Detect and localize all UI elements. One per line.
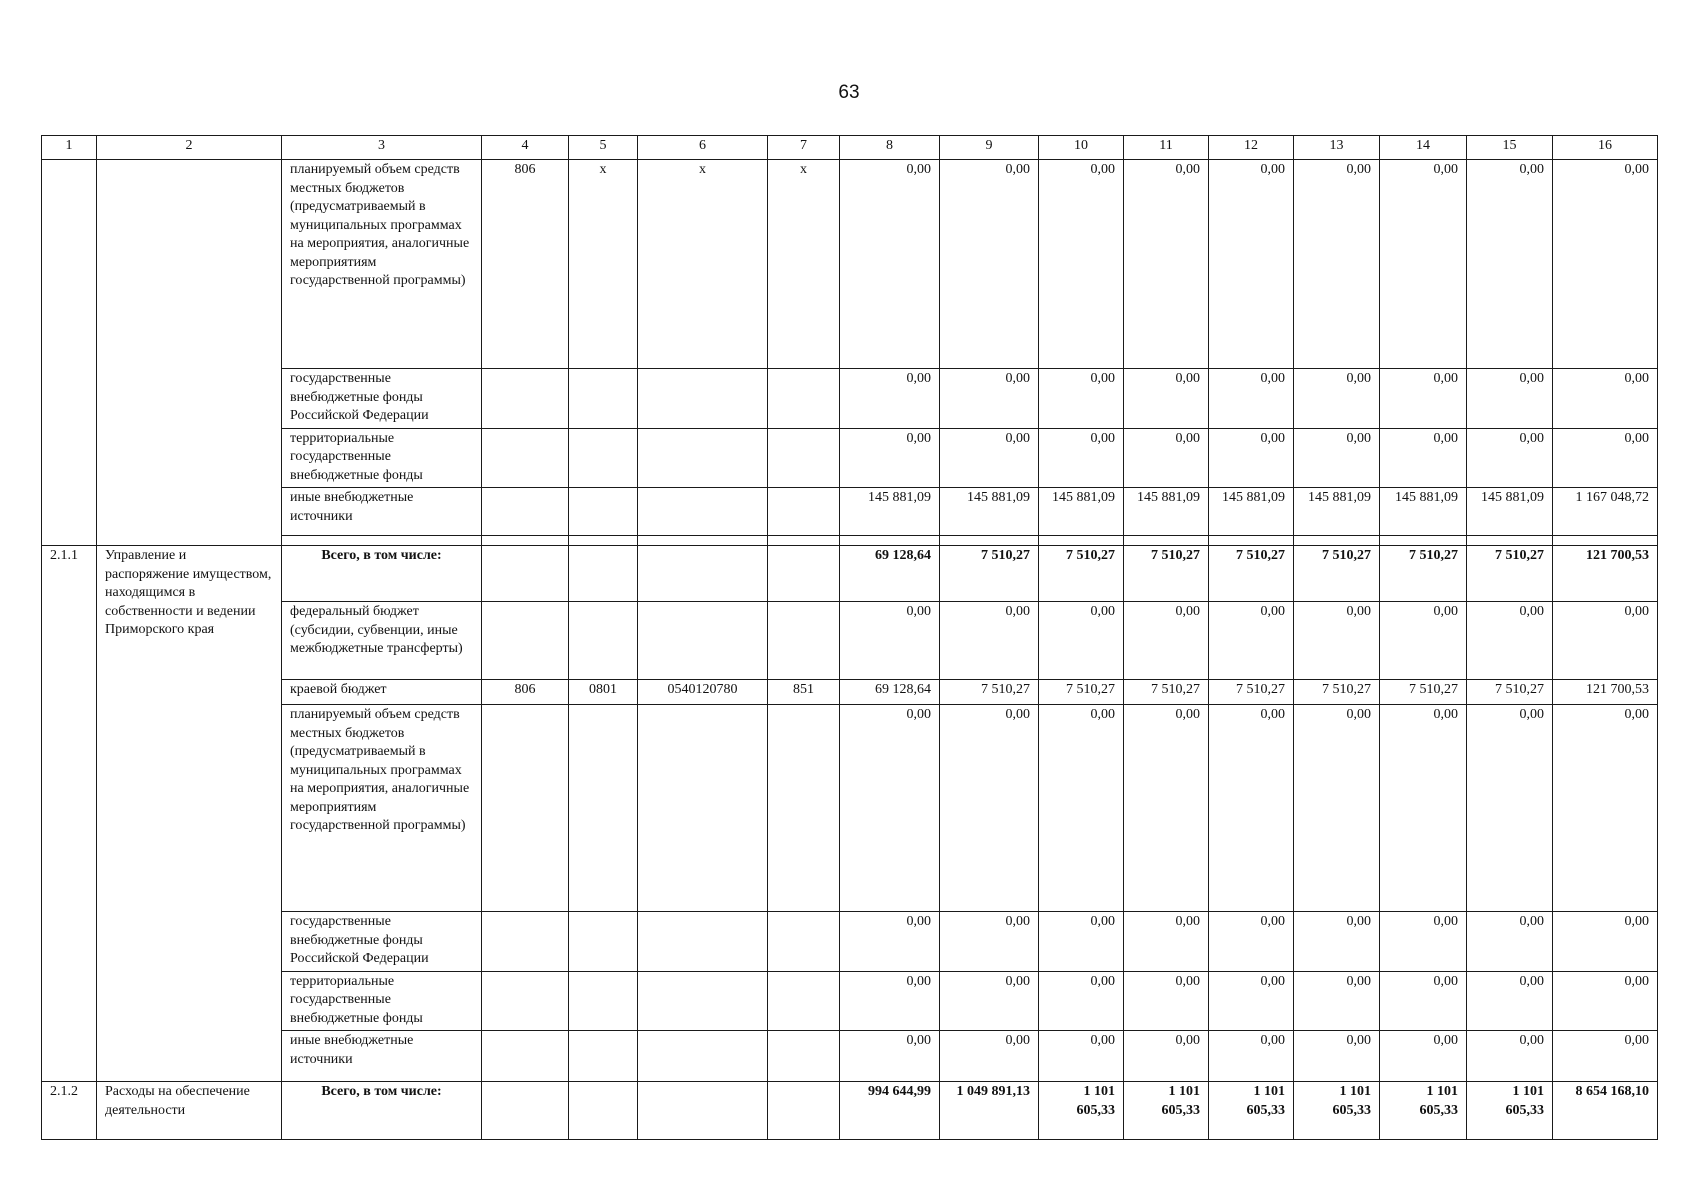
value-cell: 0,00 <box>1294 428 1380 488</box>
value-cell: 0,00 <box>940 912 1039 972</box>
value-cell: 0,00 <box>1209 602 1294 680</box>
value-cell: 0,00 <box>1124 1031 1209 1082</box>
code-cell <box>569 546 638 602</box>
value-cell: 0,00 <box>840 602 940 680</box>
code-cell <box>569 1031 638 1082</box>
value-cell: 0,00 <box>1209 428 1294 488</box>
col-header: 8 <box>840 136 940 160</box>
page-number: 63 <box>838 82 860 103</box>
value-cell: 0,00 <box>1553 160 1658 369</box>
value-cell: 0,00 <box>1209 912 1294 972</box>
col-header: 13 <box>1294 136 1380 160</box>
code-cell: 806 <box>482 160 569 369</box>
value-cell: 7 510,27 <box>1380 680 1467 705</box>
value-cell: 0,00 <box>840 971 940 1031</box>
value-cell: 0,00 <box>1553 1031 1658 1082</box>
table-row <box>42 680 1658 705</box>
value-cell: 1 101 605,33 <box>1380 1082 1467 1140</box>
value-cell: 0,00 <box>1467 369 1553 429</box>
value-cell: 1 101 605,33 <box>1209 1082 1294 1140</box>
value-cell: 0,00 <box>840 705 940 912</box>
spacer-row <box>42 536 1658 546</box>
table-row <box>42 428 1658 488</box>
col-header: 14 <box>1380 136 1467 160</box>
table-row <box>42 912 1658 972</box>
source-label: территориальные государственные внебюджетные фонды <box>282 971 482 1031</box>
value-cell: 0,00 <box>1380 602 1467 680</box>
source-label: государственные внебюджетные фонды Российской Федерации <box>282 912 482 972</box>
table-row <box>42 546 1658 602</box>
value-cell: 0,00 <box>940 971 1039 1031</box>
code-cell <box>638 546 768 602</box>
value-cell: 0,00 <box>1467 705 1553 912</box>
value-cell: 7 510,27 <box>1209 680 1294 705</box>
value-cell: 0,00 <box>840 369 940 429</box>
row-number-cell <box>42 160 97 546</box>
code-cell <box>569 602 638 680</box>
code-cell: 806 <box>482 680 569 705</box>
source-label: иные внебюджетные источники <box>282 1031 482 1082</box>
source-label: планируемый объем средств местных бюджетов (предусматриваемый в муниципальных программах на мероприятия, аналогичные мероприятиям государственной программы) <box>282 705 482 912</box>
value-cell: 7 510,27 <box>1467 680 1553 705</box>
value-cell: 0,00 <box>1553 705 1658 912</box>
code-cell <box>768 912 840 972</box>
value-cell: 7 510,27 <box>1039 546 1124 602</box>
value-cell: 0,00 <box>1380 705 1467 912</box>
code-cell <box>768 602 840 680</box>
value-cell: 0,00 <box>1039 912 1124 972</box>
value-cell: 1 167 048,72 <box>1553 488 1658 536</box>
code-cell <box>569 428 638 488</box>
code-cell: 0540120780 <box>638 680 768 705</box>
value-cell: 69 128,64 <box>840 680 940 705</box>
header-row <box>42 136 1658 160</box>
value-cell: 0,00 <box>1553 602 1658 680</box>
value-cell: 0,00 <box>1124 369 1209 429</box>
row-number: 2.1.2 <box>42 1082 97 1140</box>
source-label: планируемый объем средств местных бюджетов (предусматриваемый в муниципальных программах на мероприятия, аналогичные мероприятиям государственной программы) <box>282 160 482 369</box>
code-cell <box>482 1082 569 1140</box>
code-cell: х <box>768 160 840 369</box>
value-cell: 0,00 <box>1467 602 1553 680</box>
value-cell: 1 101 605,33 <box>1039 1082 1124 1140</box>
table-row <box>42 971 1658 1031</box>
value-cell: 0,00 <box>1553 912 1658 972</box>
value-cell: 145 881,09 <box>1124 488 1209 536</box>
value-cell: 0,00 <box>1380 971 1467 1031</box>
code-cell <box>569 912 638 972</box>
value-cell: 0,00 <box>1124 971 1209 1031</box>
value-cell: 7 510,27 <box>1209 546 1294 602</box>
value-cell: 145 881,09 <box>940 488 1039 536</box>
table-row <box>42 1082 1658 1140</box>
budget-table <box>41 135 1658 1140</box>
col-header: 5 <box>569 136 638 160</box>
code-cell <box>569 369 638 429</box>
col-header: 4 <box>482 136 569 160</box>
table-row <box>42 602 1658 680</box>
value-cell: 0,00 <box>1209 369 1294 429</box>
col-header: 6 <box>638 136 768 160</box>
value-cell: 0,00 <box>940 1031 1039 1082</box>
value-cell: 0,00 <box>1380 428 1467 488</box>
value-cell: 0,00 <box>1039 369 1124 429</box>
table-row <box>42 369 1658 429</box>
value-cell: 0,00 <box>1380 1031 1467 1082</box>
code-cell <box>482 546 569 602</box>
code-cell <box>569 705 638 912</box>
col-header: 16 <box>1553 136 1658 160</box>
code-cell <box>638 705 768 912</box>
value-cell: 0,00 <box>1039 428 1124 488</box>
col-header: 1 <box>42 136 97 160</box>
value-cell: 0,00 <box>1467 160 1553 369</box>
value-cell: 0,00 <box>1124 912 1209 972</box>
value-cell: 7 510,27 <box>1039 680 1124 705</box>
code-cell <box>569 971 638 1031</box>
source-label: территориальные государственные внебюджетные фонды <box>282 428 482 488</box>
value-cell: 0,00 <box>940 602 1039 680</box>
value-cell: 0,00 <box>1294 705 1380 912</box>
col-header: 11 <box>1124 136 1209 160</box>
value-cell: 0,00 <box>1124 428 1209 488</box>
col-header: 9 <box>940 136 1039 160</box>
source-label: федеральный бюджет (субсидии, субвенции, иные межбюджетные трансферты) <box>282 602 482 680</box>
value-cell: 0,00 <box>1553 971 1658 1031</box>
code-cell <box>768 428 840 488</box>
code-cell <box>482 705 569 912</box>
code-cell <box>638 428 768 488</box>
value-cell: 994 644,99 <box>840 1082 940 1140</box>
source-label: государственные внебюджетные фонды Российской Федерации <box>282 369 482 429</box>
code-cell: 0801 <box>569 680 638 705</box>
code-cell <box>482 602 569 680</box>
code-cell <box>638 971 768 1031</box>
value-cell: 145 881,09 <box>1039 488 1124 536</box>
value-cell: 0,00 <box>1209 160 1294 369</box>
code-cell <box>768 369 840 429</box>
total-label: Всего, в том числе: <box>282 1082 482 1140</box>
value-cell: 0,00 <box>940 369 1039 429</box>
code-cell <box>569 1082 638 1140</box>
value-cell: 0,00 <box>1209 705 1294 912</box>
value-cell: 0,00 <box>1039 705 1124 912</box>
value-cell: 145 881,09 <box>840 488 940 536</box>
value-cell: 7 510,27 <box>1124 546 1209 602</box>
code-cell <box>768 971 840 1031</box>
value-cell: 0,00 <box>1380 912 1467 972</box>
value-cell: 7 510,27 <box>1124 680 1209 705</box>
code-cell <box>638 1082 768 1140</box>
value-cell: 0,00 <box>1209 1031 1294 1082</box>
value-cell: 0,00 <box>1380 160 1467 369</box>
total-label: Всего, в том числе: <box>282 546 482 602</box>
col-header: 3 <box>282 136 482 160</box>
value-cell: 1 049 891,13 <box>940 1082 1039 1140</box>
value-cell: 0,00 <box>1209 971 1294 1031</box>
value-cell: 145 881,09 <box>1380 488 1467 536</box>
value-cell: 0,00 <box>1467 1031 1553 1082</box>
value-cell: 7 510,27 <box>1380 546 1467 602</box>
value-cell: 145 881,09 <box>1209 488 1294 536</box>
col-header: 15 <box>1467 136 1553 160</box>
value-cell: 0,00 <box>940 160 1039 369</box>
value-cell: 7 510,27 <box>1294 546 1380 602</box>
value-cell: 0,00 <box>840 1031 940 1082</box>
value-cell: 0,00 <box>840 912 940 972</box>
value-cell: 0,00 <box>1294 912 1380 972</box>
table-row <box>42 705 1658 912</box>
value-cell: 0,00 <box>840 428 940 488</box>
code-cell <box>768 488 840 536</box>
table-row <box>42 488 1658 536</box>
value-cell: 1 101 605,33 <box>1467 1082 1553 1140</box>
value-cell: 7 510,27 <box>940 546 1039 602</box>
value-cell: 0,00 <box>1553 428 1658 488</box>
col-header: 7 <box>768 136 840 160</box>
value-cell: 0,00 <box>1467 428 1553 488</box>
value-cell: 7 510,27 <box>1294 680 1380 705</box>
code-cell <box>569 488 638 536</box>
value-cell: 0,00 <box>1294 602 1380 680</box>
code-cell <box>638 488 768 536</box>
code-cell <box>768 1031 840 1082</box>
row-number: 2.1.1 <box>42 546 97 1082</box>
code-cell <box>638 369 768 429</box>
value-cell: 0,00 <box>1124 160 1209 369</box>
code-cell: х <box>569 160 638 369</box>
value-cell: 0,00 <box>840 160 940 369</box>
row-name-cell <box>97 160 282 546</box>
value-cell: 7 510,27 <box>1467 546 1553 602</box>
code-cell <box>768 1082 840 1140</box>
value-cell: 0,00 <box>1467 912 1553 972</box>
value-cell: 0,00 <box>1124 602 1209 680</box>
source-label: краевой бюджет <box>282 680 482 705</box>
code-cell: 851 <box>768 680 840 705</box>
code-cell <box>638 912 768 972</box>
code-cell <box>482 369 569 429</box>
value-cell: 0,00 <box>1039 1031 1124 1082</box>
code-cell <box>768 546 840 602</box>
value-cell: 0,00 <box>1294 1031 1380 1082</box>
value-cell: 0,00 <box>940 705 1039 912</box>
code-cell <box>482 428 569 488</box>
table-row <box>42 160 1658 369</box>
code-cell <box>482 488 569 536</box>
col-header: 12 <box>1209 136 1294 160</box>
value-cell: 121 700,53 <box>1553 546 1658 602</box>
code-cell <box>768 705 840 912</box>
value-cell: 1 101 605,33 <box>1294 1082 1380 1140</box>
value-cell: 0,00 <box>940 428 1039 488</box>
value-cell: 1 101 605,33 <box>1124 1082 1209 1140</box>
code-cell <box>482 1031 569 1082</box>
value-cell: 8 654 168,10 <box>1553 1082 1658 1140</box>
value-cell: 145 881,09 <box>1294 488 1380 536</box>
value-cell: 0,00 <box>1380 369 1467 429</box>
value-cell: 0,00 <box>1294 369 1380 429</box>
value-cell: 0,00 <box>1039 971 1124 1031</box>
value-cell: 0,00 <box>1553 369 1658 429</box>
col-header: 10 <box>1039 136 1124 160</box>
value-cell: 0,00 <box>1467 971 1553 1031</box>
code-cell <box>482 912 569 972</box>
code-cell <box>482 971 569 1031</box>
value-cell: 69 128,64 <box>840 546 940 602</box>
source-label: иные внебюджетные источники <box>282 488 482 536</box>
code-cell <box>638 1031 768 1082</box>
col-header: 2 <box>97 136 282 160</box>
row-name: Управление и распоряжение имуществом, находящимся в собственности и ведении Приморского края <box>97 546 282 1082</box>
value-cell: 0,00 <box>1039 602 1124 680</box>
value-cell: 7 510,27 <box>940 680 1039 705</box>
row-name: Расходы на обеспечение деятельности <box>97 1082 282 1140</box>
value-cell: 0,00 <box>1039 160 1124 369</box>
value-cell: 0,00 <box>1294 160 1380 369</box>
code-cell <box>638 602 768 680</box>
value-cell: 145 881,09 <box>1467 488 1553 536</box>
value-cell: 0,00 <box>1294 971 1380 1031</box>
table-row <box>42 1031 1658 1082</box>
value-cell: 121 700,53 <box>1553 680 1658 705</box>
code-cell: х <box>638 160 768 369</box>
value-cell: 0,00 <box>1124 705 1209 912</box>
